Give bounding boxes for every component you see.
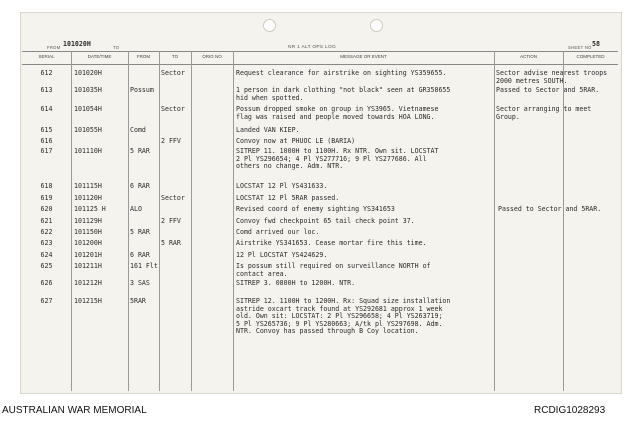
- log-message-line: 1 person in dark clothing "not black" seen at GR358655: [236, 86, 451, 94]
- log-cell-dt: 101035H: [74, 86, 102, 94]
- col-divider: [128, 51, 129, 391]
- log-cell-dt: 101200H: [74, 239, 102, 247]
- col-header-serial: SERIAL: [38, 54, 55, 59]
- col-divider: [494, 51, 495, 391]
- log-cell-serial: 613: [40, 86, 53, 94]
- log-message-line: Request clearance for airstrike on sighting YS359655.: [236, 69, 447, 77]
- log-message-line: 2 Pl YS296654; 4 Pl YS277716; 9 Pl YS277686. All: [236, 154, 427, 163]
- log-cell-from: 6 RAR: [130, 182, 150, 190]
- col-divider: [71, 51, 72, 391]
- col-divider: [563, 51, 564, 391]
- log-action-line: Group.: [496, 112, 520, 121]
- col-divider: [233, 51, 234, 391]
- log-message-line: Is possum still required on surveillance NORTH of: [236, 262, 431, 270]
- log-cell-serial: 622: [40, 228, 53, 236]
- log-message-line: astride oxcart track found at YS292681 approx 1 week: [236, 304, 443, 313]
- log-cell-serial: 619: [40, 194, 53, 202]
- log-cell-serial: 621: [40, 217, 53, 225]
- log-cell-serial: 612: [40, 69, 53, 77]
- log-cell-from: ALO: [130, 205, 142, 213]
- log-action-line: Passed to Sector and 5RAR.: [496, 86, 600, 94]
- log-cell-to: Sector: [161, 105, 185, 113]
- log-cell-to: Sector: [161, 194, 185, 202]
- log-message-line: others no change. Adm. NTR.: [236, 162, 344, 171]
- footer-record-id: RCDIG1028293: [534, 405, 606, 416]
- log-cell-dt: 101054H: [74, 105, 102, 113]
- log-message-line: LOCSTAT 12 Pl 5RAR passed.: [236, 194, 340, 202]
- from-label: FROM: [47, 45, 61, 50]
- log-cell-serial: 616: [40, 137, 53, 145]
- log-cell-serial: 623: [40, 239, 53, 247]
- log-cell-dt: 101129H: [74, 217, 102, 225]
- log-cell-serial: 625: [40, 262, 53, 270]
- log-message-line: LOCSTAT 12 Pl YS431633.: [236, 182, 328, 190]
- log-message-line: Landed VAN KIEP.: [236, 126, 300, 134]
- log-message-line: Possum dropped smoke on group in YS3965. Vietnamese: [236, 105, 439, 113]
- log-message-line: contact area.: [236, 269, 288, 278]
- log-cell-serial: 618: [40, 182, 53, 190]
- log-cell-dt: 101201H: [74, 251, 102, 259]
- log-message-line: Comd arrived our loc.: [236, 228, 320, 236]
- log-message-line: NTR. Convoy has passed through B Coy location.: [236, 327, 419, 336]
- col-header-from: FROM: [136, 54, 151, 59]
- log-message-line: 12 Pl LOCSTAT YS424629.: [236, 251, 328, 259]
- log-cell-dt: 101055H: [74, 126, 102, 134]
- log-message-line: Revised coord of enemy sighting YS341653: [236, 205, 395, 213]
- from-value: 101020H: [63, 40, 91, 48]
- log-cell-serial: 614: [40, 105, 53, 113]
- log-cell-to: 2 FFV: [161, 217, 181, 225]
- log-action-line: 2000 metres SOUTH.: [496, 76, 568, 85]
- col-header-action: ACTION: [519, 54, 537, 59]
- log-cell-from: Comd: [130, 126, 146, 134]
- log-message-line: hid when spotted.: [236, 93, 304, 102]
- sheet-number: 58: [592, 40, 600, 48]
- sheet-label: SHEET NO: [568, 45, 592, 50]
- log-cell-dt: 101020H: [74, 69, 102, 77]
- log-cell-from: 5RAR: [130, 297, 146, 305]
- log-message-line: flag was raised and people moved towards HOA LONG.: [236, 112, 435, 121]
- log-cell-dt: 101215H: [74, 297, 102, 305]
- log-cell-dt: 101212H: [74, 279, 102, 287]
- log-message-line: old. Own sit: LOCSTAT: 2 Pl YS296658; 4 Pl YS263719;: [236, 312, 443, 321]
- log-title: NR 1 ALT OPS LOG: [288, 45, 337, 50]
- log-cell-to: Sector: [161, 69, 185, 77]
- log-cell-serial: 627: [40, 297, 53, 305]
- log-action-line: Passed to Sector and 5RAR.: [498, 205, 602, 213]
- log-cell-serial: 626: [40, 279, 53, 287]
- log-cell-to: 2 FFV: [161, 137, 181, 145]
- punch-hole-right: [370, 19, 383, 32]
- log-cell-serial: 617: [40, 147, 53, 155]
- log-cell-serial: 620: [40, 205, 53, 213]
- log-message-line: 5 Pl YS265736; 9 Pl YS280663; A/tk pl YS297698. Adm.: [236, 319, 443, 328]
- col-header-datetime: DATE/TIME: [87, 54, 112, 59]
- log-cell-from: 6 RAR: [130, 251, 150, 259]
- col-divider: [159, 51, 160, 391]
- log-cell-dt: 101115H: [74, 182, 102, 190]
- log-action-line: Sector advise nearest troops: [496, 69, 608, 77]
- log-message-line: SITREP 11. 1000H to 1100H. Rx NTR. Own sit. LOCSTAT: [236, 147, 439, 155]
- log-cell-from: 5 RAR: [130, 228, 150, 236]
- footer-archive-name: AUSTRALIAN WAR MEMORIAL: [2, 405, 147, 416]
- log-cell-from: 161 Flt: [130, 262, 158, 270]
- log-cell-dt: 101150H: [74, 228, 102, 236]
- log-cell-from: Possum: [130, 86, 154, 94]
- col-divider: [191, 51, 192, 391]
- col-header-to: TO: [171, 54, 179, 59]
- log-message-line: Airstrike YS341653. Cease mortar fire this time.: [236, 239, 427, 247]
- log-message-line: SITREP 3. 0800H to 1200H. NTR.: [236, 279, 356, 287]
- col-header-message: MESSAGE OR EVENT: [340, 54, 387, 59]
- col-header-completed: COMPLETED: [576, 54, 605, 59]
- punch-hole-left: [263, 19, 276, 32]
- log-message-line: SITREP 12. 1100H to 1200H. Rx: Squad size installation: [236, 297, 451, 305]
- log-cell-to: 5 RAR: [161, 239, 181, 247]
- log-cell-serial: 615: [40, 126, 53, 134]
- log-cell-serial: 624: [40, 251, 53, 259]
- log-cell-dt: 101125 H: [74, 205, 106, 213]
- log-cell-dt: 101120H: [74, 194, 102, 202]
- log-message-line: Convoy now at PHUOC LE (BARIA): [236, 137, 356, 145]
- log-cell-from: 3 SAS: [130, 279, 150, 287]
- log-message-line: Convoy fwd checkpoint 65 tail check point 37.: [236, 217, 415, 225]
- col-header-orig-no: ORIG NO: [202, 54, 222, 59]
- log-action-line: Sector arranging to meet: [496, 105, 592, 113]
- log-cell-dt: 101110H: [74, 147, 102, 155]
- log-cell-dt: 101211H: [74, 262, 102, 270]
- to-label: TO: [113, 45, 120, 50]
- log-cell-from: 5 RAR: [130, 147, 150, 155]
